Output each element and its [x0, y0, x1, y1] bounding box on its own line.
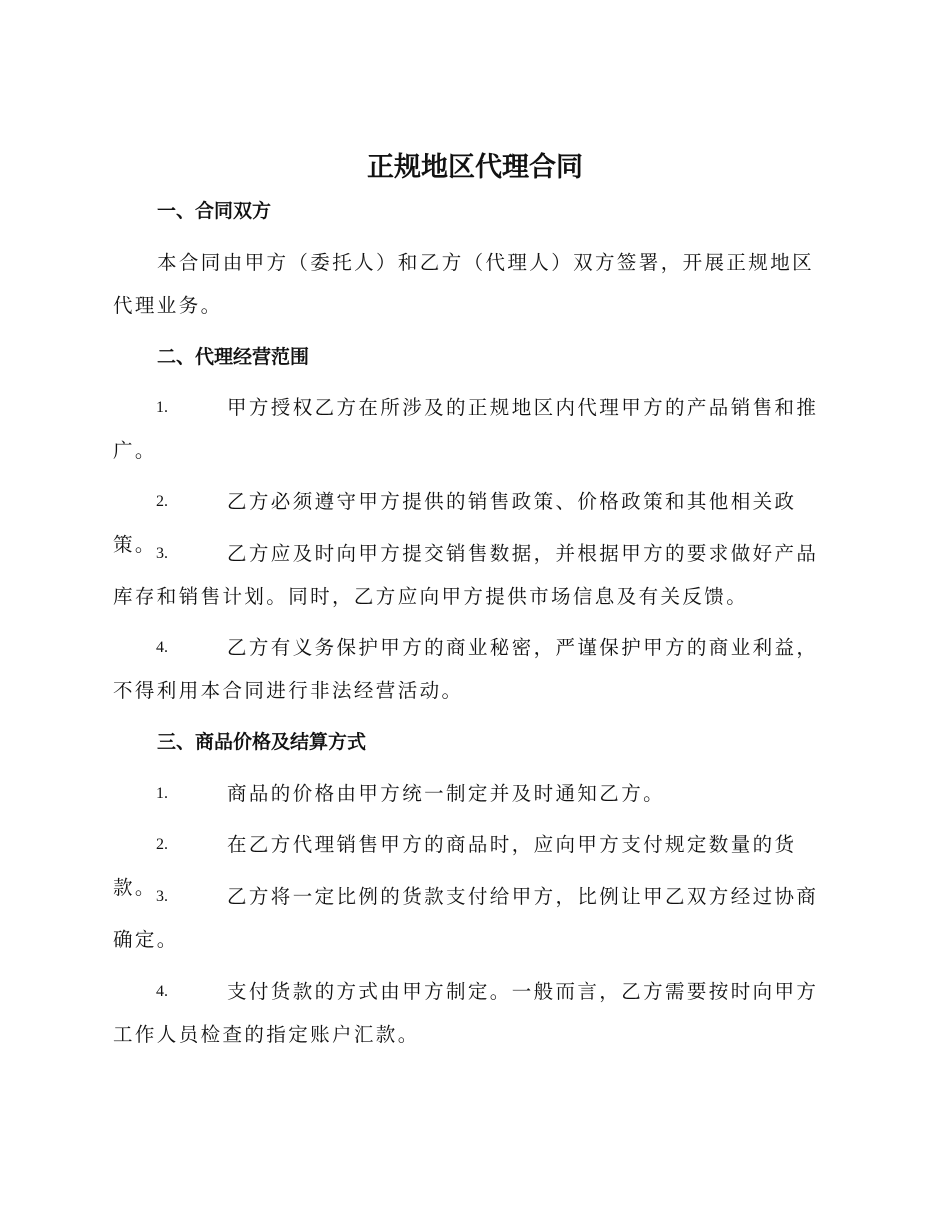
list-item	[113, 772, 833, 815]
list-item-text: 乙方将一定比例的货款支付给甲方，比例让甲乙双方经过协商确定。	[113, 885, 819, 951]
list-item-number: 2.	[156, 836, 168, 853]
list-item-text: 甲方授权乙方在所涉及的正规地区内代理甲方的产品销售和推广。	[113, 396, 819, 462]
list-item	[113, 532, 833, 618]
list-item-text: 乙方应及时向甲方提交销售数据，并根据甲方的要求做好产品库存和销售计划。同时，乙方应向甲方提供市场信息及有关反馈。	[113, 542, 819, 608]
list-item-number: 1.	[156, 785, 168, 802]
section-paragraph-parties: 本合同由甲方（委托人）和乙方（代理人）双方签署，开展正规地区代理业务。	[113, 251, 815, 317]
list-item-text: 在乙方代理销售甲方的商品时，应向甲方支付规定数量的货款。	[113, 833, 797, 899]
list-item	[113, 386, 833, 472]
section-heading-parties: 一、合同双方	[157, 200, 272, 222]
list-item-number: 3.	[156, 888, 168, 905]
document-title: 正规地区代理合同	[367, 152, 583, 183]
list-item-number: 4.	[156, 983, 168, 1000]
section-heading-pricing: 三、商品价格及结算方式	[157, 731, 367, 753]
list-item-text: 商品的价格由甲方统一制定并及时通知乙方。	[227, 782, 666, 805]
list-item-number: 3.	[156, 545, 168, 562]
list-item-text: 支付货款的方式由甲方制定。一般而言，乙方需要按时向甲方工作人员检查的指定账户汇款。	[113, 980, 819, 1046]
list-item	[113, 626, 833, 712]
list-item-number: 2.	[156, 493, 168, 510]
list-item-text: 乙方有义务保护甲方的商业秘密，严谨保护甲方的商业利益，不得利用本合同进行非法经营活动。	[113, 636, 819, 702]
list-item-number: 4.	[156, 639, 168, 656]
list-item	[113, 970, 833, 1056]
list-item-number: 1.	[156, 399, 168, 416]
list-item-text: 乙方必须遵守甲方提供的销售政策、价格政策和其他相关政策。	[113, 490, 797, 556]
section-heading-scope: 二、代理经营范围	[157, 346, 310, 368]
list-item	[113, 875, 833, 961]
